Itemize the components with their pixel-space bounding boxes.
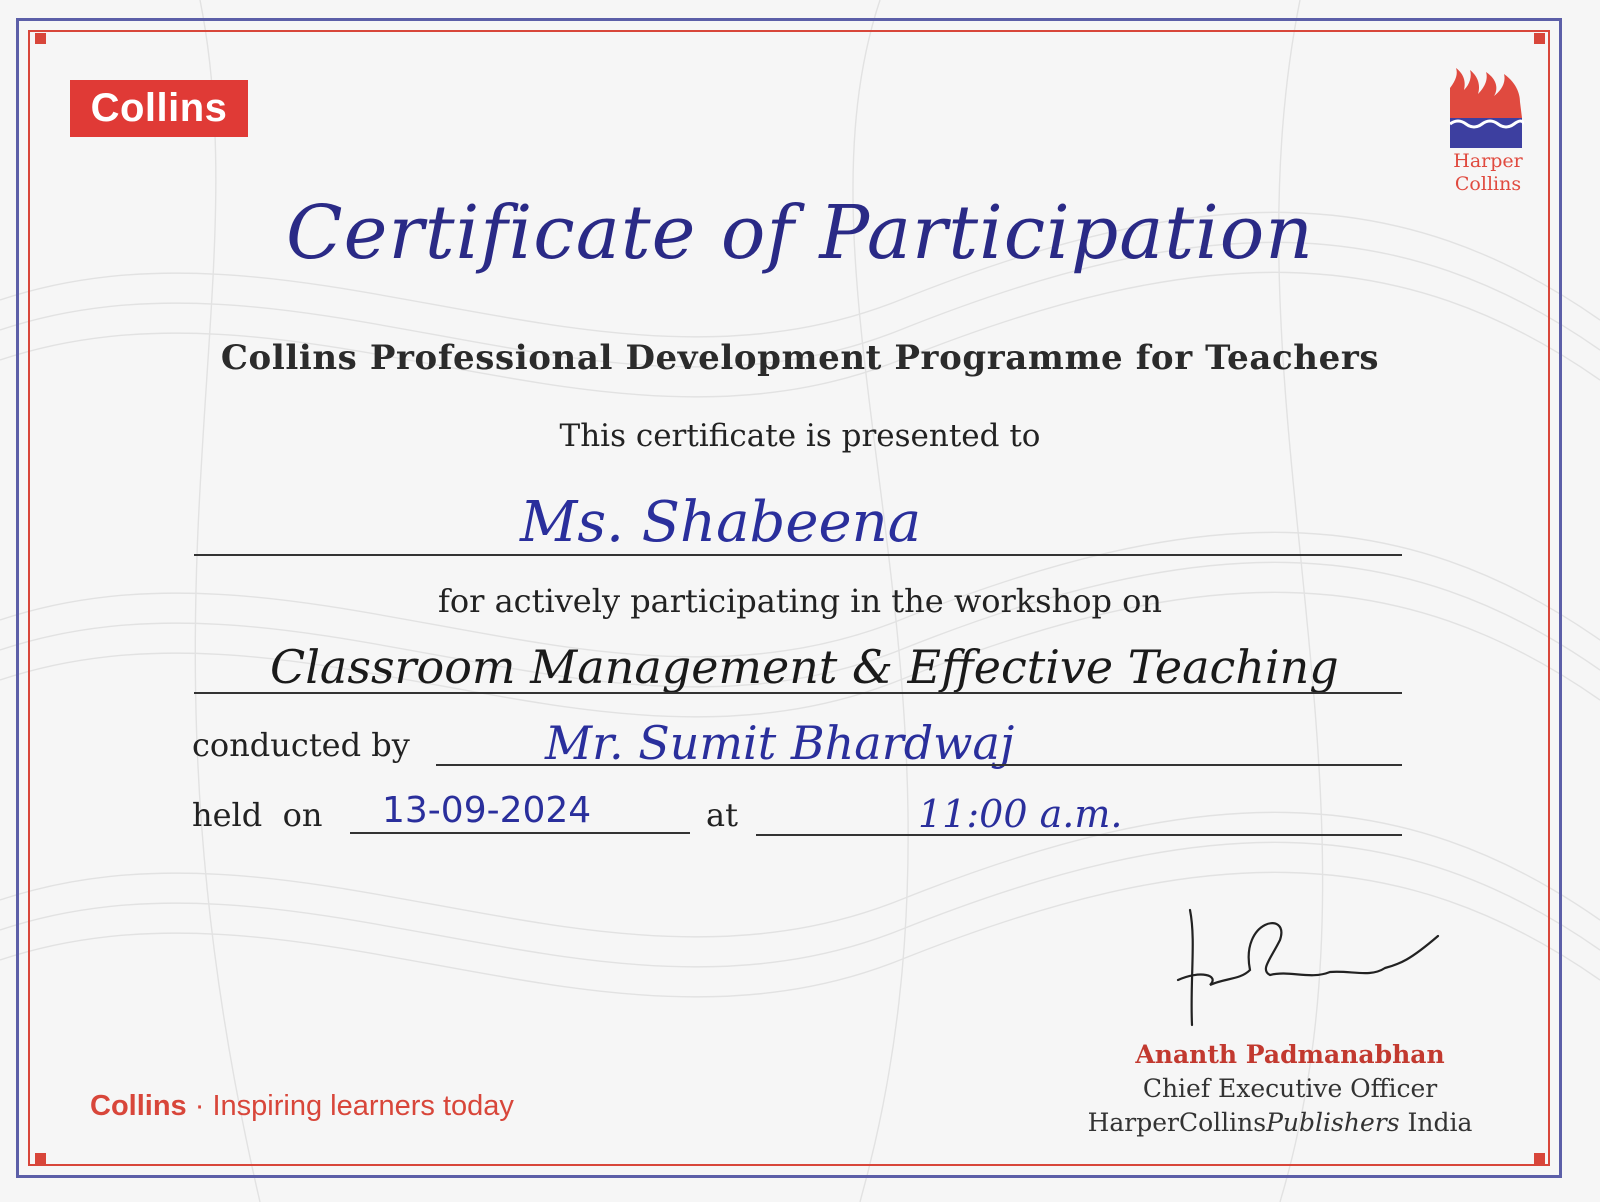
signatory-name: Ananth Padmanabhan — [1135, 1040, 1445, 1069]
certificate-title: Certificate of Participation — [286, 190, 1314, 276]
harpercollins-line2: Collins — [1454, 173, 1522, 195]
held-on-label: held on — [192, 796, 323, 834]
held-time-line — [756, 834, 1402, 836]
recipient-line — [194, 554, 1402, 556]
footer-separator: · — [194, 1090, 205, 1122]
held-date: 13-09-2024 — [382, 790, 592, 831]
workshop-name: Classroom Management & Effective Teaching — [270, 640, 1339, 694]
corner-mark-top-left — [35, 33, 46, 44]
conducted-by-label: conducted by — [192, 726, 410, 764]
footer-tagline — [90, 1090, 514, 1123]
workshop-line — [194, 692, 1402, 694]
programme-name: Collins Professional Development Programme for Teachers — [220, 338, 1380, 378]
conducted-by-line — [436, 764, 1402, 766]
org-name-part2: Publishers — [1266, 1108, 1400, 1137]
corner-mark-top-right — [1534, 33, 1545, 44]
harpercollins-line1: Harper — [1453, 150, 1523, 172]
signature-image — [1170, 900, 1450, 1030]
footer-slogan: Inspiring learners today — [212, 1090, 514, 1122]
org-name-part3: India — [1407, 1108, 1473, 1137]
signatory-organisation — [1060, 1108, 1500, 1137]
presented-text: This certificate is presented to — [559, 418, 1041, 454]
org-name-part1: HarperCollins — [1087, 1108, 1267, 1137]
workshop-intro-text: for actively participating in the workshop on — [438, 582, 1162, 620]
corner-mark-bottom-right — [1534, 1153, 1545, 1164]
footer-brand: Collins — [90, 1090, 187, 1122]
signatory-role: Chief Executive Officer — [1142, 1074, 1438, 1103]
corner-mark-bottom-left — [35, 1153, 46, 1164]
conductor-name: Mr. Sumit Bhardwaj — [545, 716, 1015, 770]
held-time: 11:00 a.m. — [918, 792, 1123, 836]
collins-logo: Collins — [70, 80, 248, 137]
at-label: at — [706, 796, 738, 834]
recipient-name: Ms. Shabeena — [520, 490, 922, 555]
held-date-line — [350, 832, 690, 834]
